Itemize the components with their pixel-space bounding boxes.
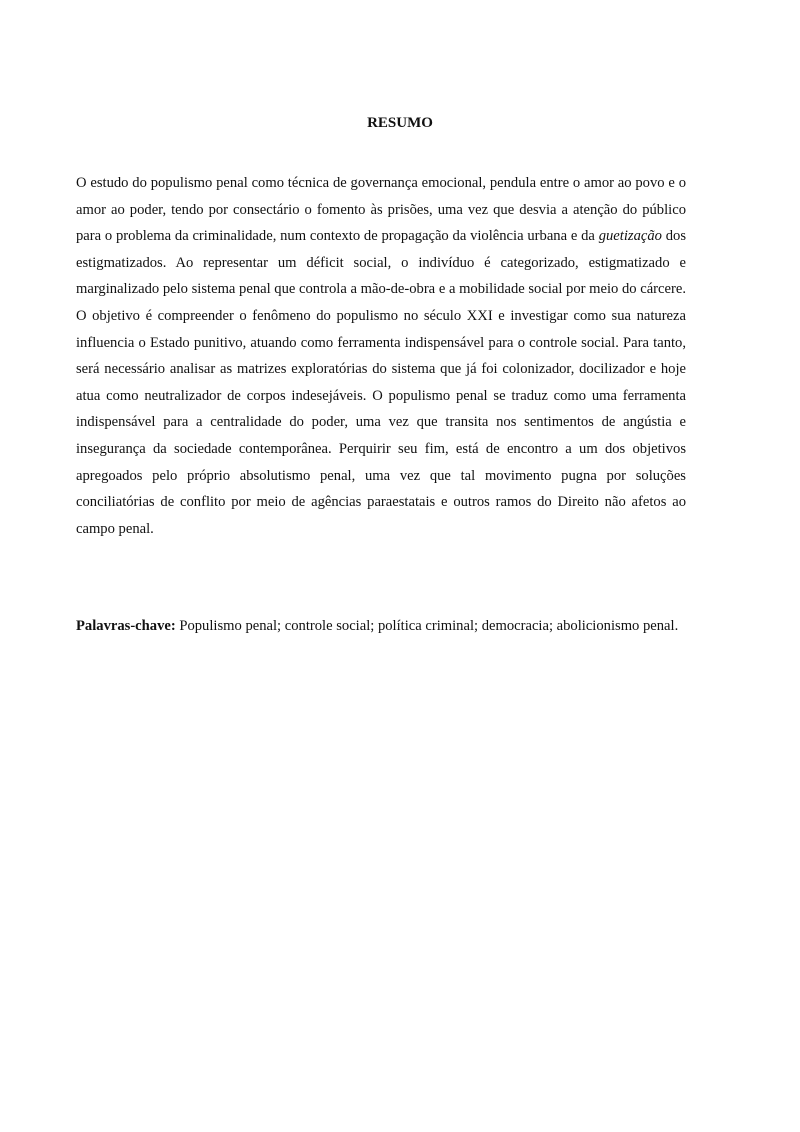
keywords-label: Palavras-chave: — [76, 618, 176, 634]
keywords-text: Populismo penal; controle social; política criminal; democracia; abolicionismo penal. — [175, 618, 679, 634]
abstract-emphasis-term: guetização — [598, 228, 662, 245]
abstract-text-part1: O estudo do populismo penal como técnica de governança emocional, pendula entre o amor ao povo e o amor ao poder, tendo por consectário o fomento às prisões, uma vez que desvia a atenção do público para o problema da criminalidade, num contexto de propagação da violência urbana e da — [76, 175, 686, 245]
keywords-paragraph — [76, 613, 686, 640]
abstract-text-part2: dos estigmatizados. Ao representar um déficit social, o indivíduo é categorizado, estigmatizado e marginalizado pelo sistema penal que controla a mão-de-obra e a mobilidade social por meio do cárcere. O objetivo é compreender o fenômeno do populismo no século XXI e investigar como sua natureza influencia o Estado punitivo, atuando como ferramenta indispensável para o controle social. Para tanto, será necessário analisar as matrizes exploratórias do sistema que já foi colonizador, docilizador e hoje atua como neutralizador de corpos indesejáveis. O populismo penal se traduz como uma ferramenta indispensável para a centralidade do poder, uma vez que transita nos sentimentos de angústia e insegurança da sociedade contemporânea. Perquirir seu fim, está de encontro a um dos objetivos apregoados pelo próprio absolutismo penal, uma vez que tal movimento pugna por soluções conciliatórias de conflito por meio de agências paraestatais e outros ramos do Direito não afetos ao campo penal. — [76, 228, 687, 537]
abstract-text — [76, 170, 686, 542]
abstract-title: RESUMO — [367, 115, 433, 131]
abstract-paragraph — [76, 170, 686, 542]
